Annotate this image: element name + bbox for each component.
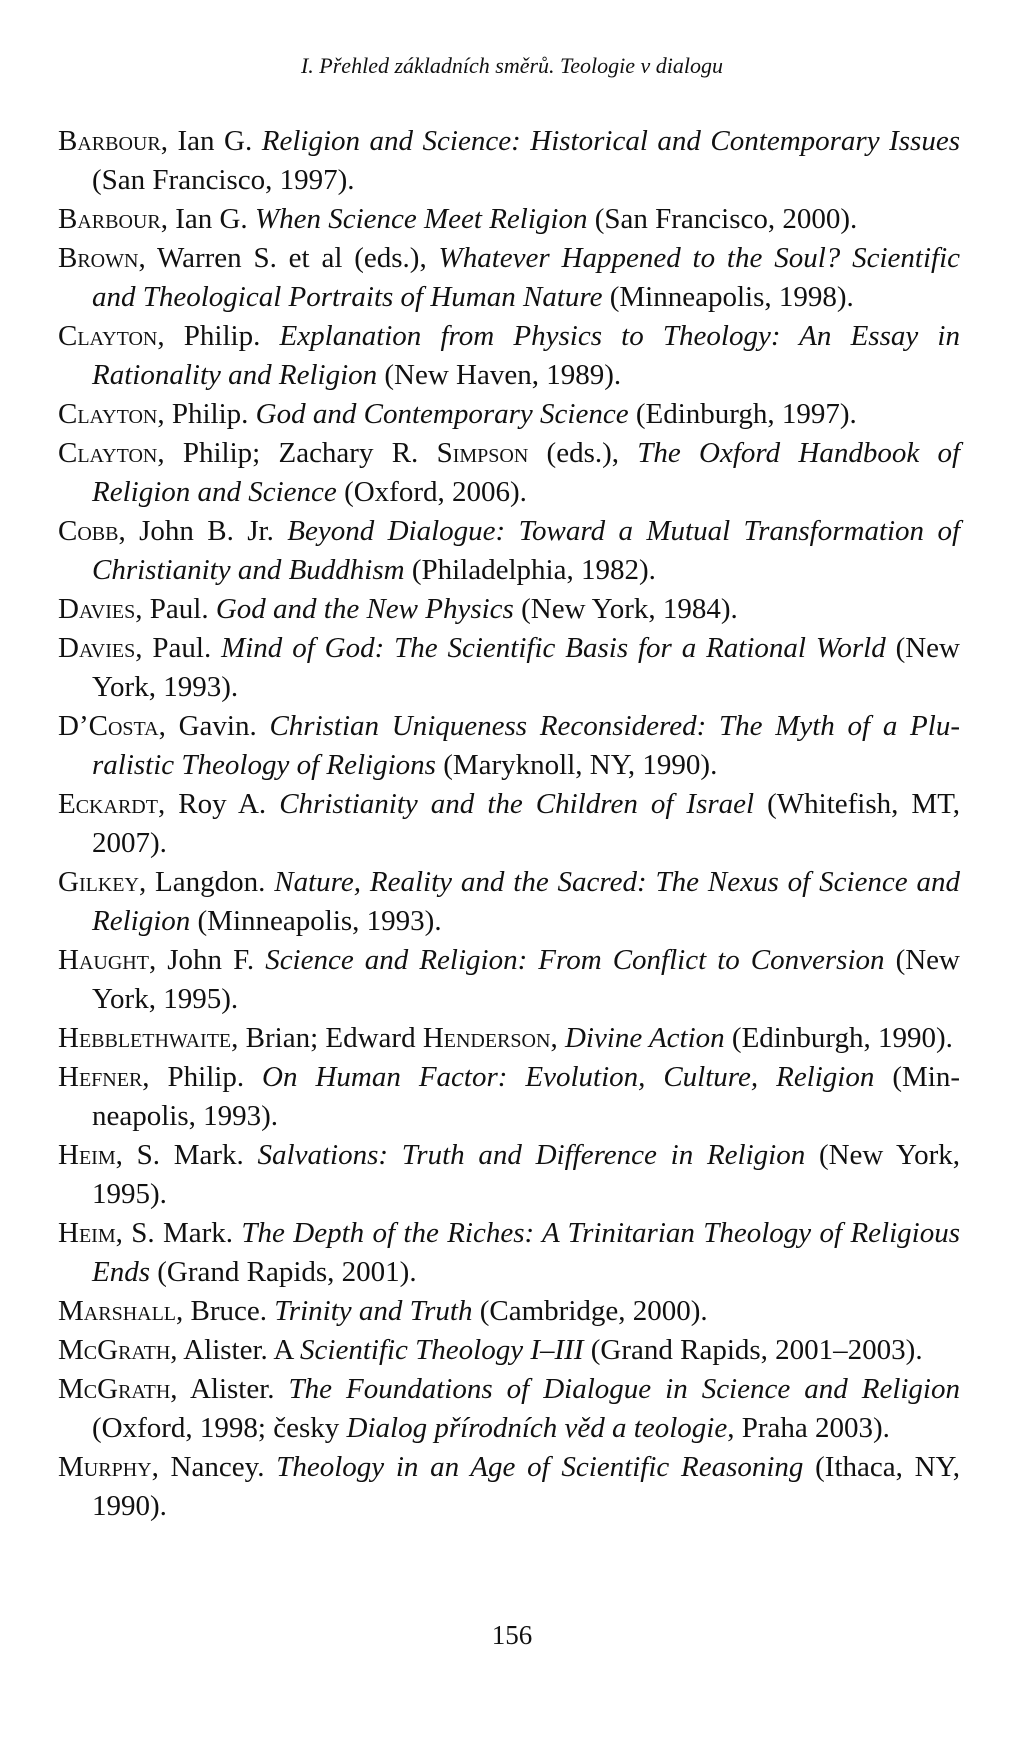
work-title: Religion and Science: Historical and Contemporary Issues [261,125,960,157]
author-surname: Barbour [58,203,161,235]
publication-details: (Whitefish, MT, 2007). [92,788,960,859]
author-names: , Paul. [135,632,222,664]
bibliography-entry [58,1136,960,1214]
work-title: Nature, Reality and the Sacred: The Nexus of Science and Religion [92,866,961,937]
work-title: Mind of God: The Scientific Basis for a Rational World [221,632,886,664]
bibliography-entry [58,707,960,785]
publication-details: (New York, 1984). [513,593,738,625]
work-title: Salvations: Truth and Difference in Religion [257,1139,806,1171]
author-surname: Brown [58,242,139,274]
author-names: , Gavin. [158,710,270,742]
work-title: Whatever Happened to the Soul? Scientific and Theological Portraits of Human Nature [92,242,960,313]
publication-details: (Ithaca, NY, 1990). [92,1451,960,1522]
page-number: 156 [491,1620,533,1650]
bibliography-entry [58,629,960,707]
work-title: The Depth of the Riches: A Trinitarian Theology of Religious Ends [92,1217,960,1288]
publication-details: (New Haven, 1989). [377,359,622,391]
bibliography-list [58,122,960,1526]
author-surname: Marshall [58,1295,177,1327]
publication-details: (Philadelphia, 1982). [404,554,656,586]
bibliography-entry [58,434,960,512]
author-names: , John B. Jr. [118,515,288,547]
publication-details: (Grand Rapids, 2001). [150,1256,417,1288]
author-surname: Cobb [58,515,119,547]
publication-details: (Minneapolis, 1998). [602,281,854,313]
author-surname: Clayton [58,437,158,469]
author-surname: Haught [58,944,149,976]
bibliography-entry [58,1370,960,1448]
work-title: Science and Religion: From Conflict to Conversion [265,944,885,976]
work-title: Christianity and the Children of Israel [279,788,755,820]
author-names: , Ian G. [160,203,255,235]
work-title: The Oxford Handbook of Religion and Science [92,437,960,508]
publication-details: (San Francisco, 1997). [92,164,355,196]
bibliography-entry [58,1448,960,1526]
bibliography-entry [58,1331,960,1370]
author-surname: McGrath [58,1373,171,1405]
bibliography-entry [58,785,960,863]
author-names: , Alister. [170,1373,289,1405]
author-names: , Warren S. et al (eds.), [138,242,439,274]
author-surname: Murphy [58,1451,152,1483]
publication-details: (Minneapolis, 1993). [92,1061,960,1132]
coauthor-surname: Henderson [422,1022,551,1054]
work-title: Scientific Theology I–III [300,1334,584,1366]
work-title: When Science Meet Religion [254,203,588,235]
publication-details: (Minneapolis, 1993). [190,905,442,937]
publication-details: (Cambridge, 2000). [472,1295,708,1327]
bibliography-entry [58,395,960,434]
bibliography-entry [58,1058,960,1136]
author-names: , S. Mark. [115,1217,242,1249]
bibliography-entry [58,590,960,629]
author-surname: Davies [58,593,136,625]
author-surname: Heim [58,1217,116,1249]
author-surname: Heim [58,1139,116,1171]
publication-details: (Maryknoll, NY, 1990). [435,749,718,781]
translation-details: , Praha 2003). [727,1412,890,1444]
publication-details: (Oxford, 2006). [336,476,527,508]
author-names: , Philip. [157,320,280,352]
author-surname: Hebblethwaite [58,1022,232,1054]
author-names: , S. Mark. [115,1139,258,1171]
work-title: Divine Action [564,1022,725,1054]
author-surname: Davies [58,632,136,664]
author-names: , John F. [148,944,266,976]
author-surname: McGrath [58,1334,171,1366]
work-title: Beyond Dialogue: Toward a Mutual Transformation of Christianity and Buddhism [92,515,960,586]
coauthor-names: , [550,1022,565,1054]
translated-title: Dialog přírodních věd a teologie [346,1412,728,1444]
publication-details: (New York, 1993). [92,632,960,703]
author-names: , Ian G. [160,125,262,157]
bibliography-entry [58,122,960,200]
work-title: God and Contemporary Science [255,398,629,430]
bibliography-entry [58,1214,960,1292]
publication-details: (Oxford, 1998; česky [92,1412,347,1444]
author-names: , Langdon. [138,866,275,898]
bibliography-entry [58,200,960,239]
bibliography-entry [58,512,960,590]
publication-details: (Grand Rapids, 2001–2003). [583,1334,923,1366]
author-names: , Philip. [142,1061,263,1093]
author-names: , Paul. [135,593,216,625]
coauthor-names: (eds.), [528,437,638,469]
work-title: The Foundations of Dialogue in Science and Religion [288,1373,960,1405]
work-title: Christian Uniqueness Reconsidered: The Myth of a Pluralistic Theology of Religions [92,710,960,781]
work-title: Trinity and Truth [274,1295,473,1327]
author-surname: Gilkey [58,866,139,898]
bibliography-entry [58,239,960,317]
bibliography-entry [58,863,960,941]
author-names: , Brian; Edward [231,1022,423,1054]
publication-details: (New York, 1995). [92,1139,960,1210]
author-names: , Bruce. [176,1295,275,1327]
work-title: Explanation from Physics to Theology: An Essay in Rationality and Religion [92,320,960,391]
author-names: , Nancey. [151,1451,277,1483]
author-names: , Roy A. [157,788,280,820]
bibliography-entry [58,1019,960,1058]
work-title: God and the New Physics [215,593,514,625]
author-surname: Eckardt [58,788,158,820]
author-surname: D’Costa [58,710,159,742]
publication-details: (Edinburgh, 1990). [724,1022,953,1054]
coauthor-surname: Simpson [436,437,529,469]
bibliography-entry [58,1292,960,1331]
author-surname: Clayton [58,398,158,430]
bibliography-entry [58,941,960,1019]
author-names: , Alister. A [170,1334,301,1366]
author-names: , Philip; Zachary R. [157,437,437,469]
publication-details: (San Francisco, 2000). [587,203,858,235]
author-surname: Barbour [58,125,161,157]
publication-details: (New York, 1995). [92,944,960,1015]
author-names: , Philip. [157,398,256,430]
author-surname: Hefner [58,1061,143,1093]
running-header: I. Přehled základních směrů. Teologie v dialogu [300,53,724,78]
bibliography-entry [58,317,960,395]
publication-details: (Edinburgh, 1997). [628,398,857,430]
work-title: On Human Factor: Evolution, Culture, Religion [262,1061,875,1093]
author-surname: Clayton [58,320,158,352]
work-title: Theology in an Age of Scientific Reasoning [276,1451,804,1483]
